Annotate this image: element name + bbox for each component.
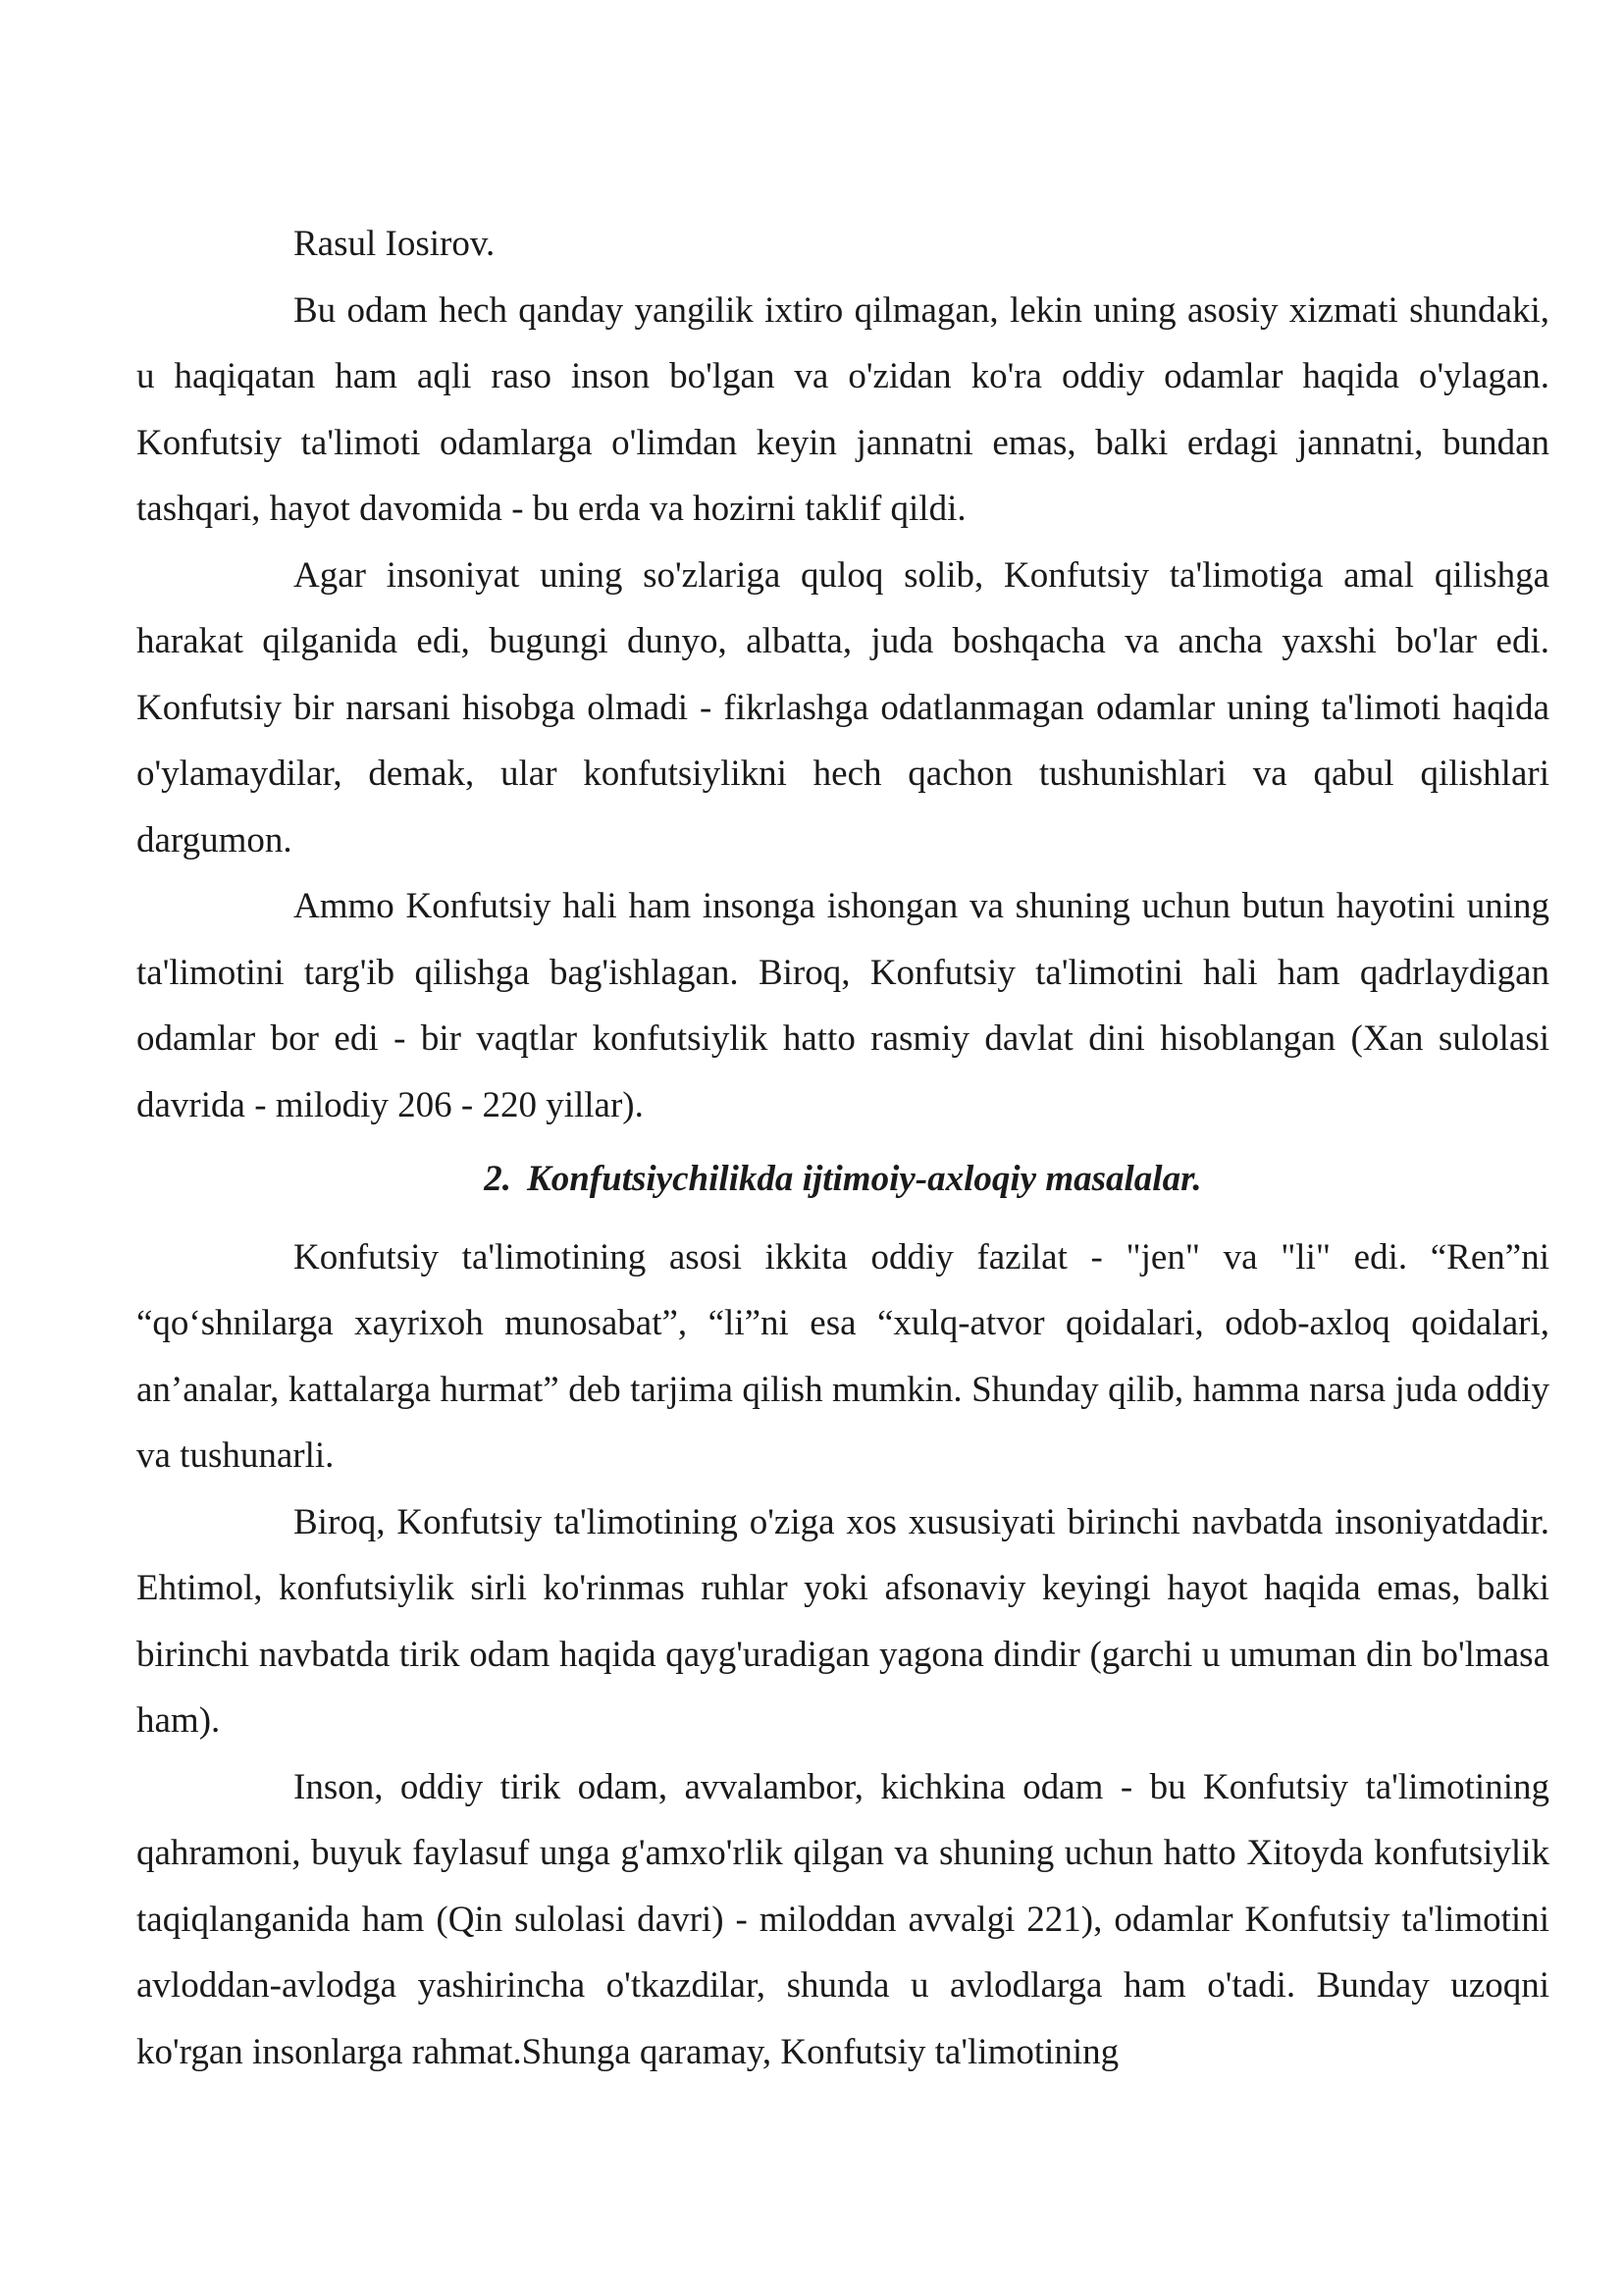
author-line: Rasul Iosirov. — [293, 224, 496, 264]
section-heading — [136, 1146, 1549, 1213]
section-title: Konfutsiychilikda ijtimoiy-axloqiy masalalar. — [527, 1159, 1202, 1199]
body-paragraph: Agar insoniyat uning so'zlariga quloq solib, Konfutsiy ta'limotiga amal qilishga harakat qilganida edi, bugungi dunyo, albatta, juda boshqacha va ancha yaxshi bo'lar edi. Konfutsiy bir narsani hisobga olmadi - fikrlashga odatlanmagan odamlar uning ta'limoti haqida o'ylamaydilar, demak, ular konfutsiylikni hech qachon tushunishlari va qabul qilishlari dargumon. — [136, 554, 1549, 861]
body-paragraph: Biroq, Konfutsiy ta'limotining o'ziga xos xususiyati birinchi navbatda insoniyatdadir. Ehtimol, konfutsiylik sirli ko'rinmas ruhlar yoki afsonaviy keyingi hayot haqida emas, balki birinchi navbatda tirik odam haqida qayg'uradigan yagona dindir (garchi u umuman din bo'lmasa ham). — [136, 1501, 1549, 1741]
body-paragraph: Bu odam hech qanday yangilik ixtiro qilmagan, lekin uning asosiy xizmati shundaki, u haqiqatan ham aqli raso inson bo'lgan va o'zidan ko'ra oddiy odamlar haqida o'ylagan. Konfutsiy ta'limoti odamlarga o'limdan keyin jannatni emas, balki erdagi jannatni, bundan tashqari, hayot davomida - bu erda va hozirni taklif qildi. — [136, 289, 1549, 529]
body-paragraph: Ammo Konfutsiy hali ham insonga ishongan va shuning uchun butun hayotini uning ta'limotini targ'ib qilishga bag'ishlagan. Biroq, Konfutsiy ta'limotini hali ham qadrlaydigan odamlar bor edi - bir vaqtlar konfutsiylik hatto rasmiy davlat dini hisoblangan (Xan sulolasi davrida - milodiy 206 - 220 yillar). — [136, 886, 1549, 1125]
section-number: 2. — [484, 1159, 512, 1199]
body-paragraph: Konfutsiy ta'limotining asosi ikkita oddiy fazilat - "jen" va "li" edi. “Ren”ni “qo‘shnilarga xayrixoh munosabat”, “li”ni esa “xulq-atvor qoidalari, odob-axloq qoidalari, an’analar, kattalarga hurmat” deb tarjima qilish mumkin. Shunday qilib, hamma narsa juda oddiy va tushunarli. — [136, 1236, 1549, 1476]
document-page — [136, 211, 1549, 2085]
body-paragraph: Inson, oddiy tirik odam, avvalambor, kichkina odam - bu Konfutsiy ta'limotining qahramoni, buyuk faylasuf unga g'amxo'rlik qilgan va shuning uchun hatto Xitoyda konfutsiylik taqiqlanganida ham (Qin sulolasi davri) - miloddan avvalgi 221), odamlar Konfutsiy ta'limotini avloddan-avlodga yashirincha o'tkazdilar, shunda u avlodlarga ham o'tadi. Bunday uzoqni ko'rgan insonlarga rahmat.Shunga qaramay, Konfutsiy ta'limotining — [136, 1766, 1549, 2072]
